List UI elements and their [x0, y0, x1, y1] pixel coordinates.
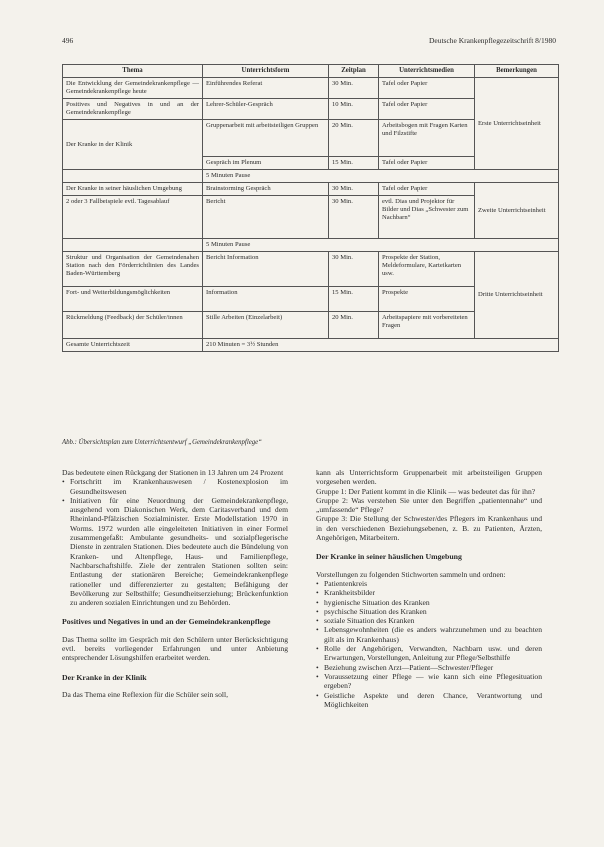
cell-remark-3: Dritte Unterrichtseinheit	[475, 252, 559, 339]
cell-form: Einführendes Referat	[203, 78, 329, 99]
list-item: • Beziehung zwischen Arzt—Patient—Schwester/Pfleger	[316, 663, 542, 672]
list-item: • hygienische Situation des Kranken	[316, 598, 542, 607]
table-row	[63, 183, 559, 196]
cell-form: Bericht Information	[203, 252, 329, 287]
cell-thema: Der Kranke in der Klinik	[63, 120, 203, 170]
paragraph: Das Thema sollte im Gespräch mit den Schülern unter Berücksichtigung evtl. bereits vorliegender Erfahrungen und unter Anbietung entsprechender Lösungshilfen erarbeitet werden.	[62, 634, 288, 663]
cell-thema: Fort- und Weiterbildungsmöglichkeiten	[63, 287, 203, 312]
pause-spacer	[63, 170, 203, 183]
cell-thema: Rückmeldung (Feedback) der Schüler/innen	[63, 312, 203, 339]
pause-spacer	[63, 239, 203, 252]
list-item: • soziale Situation des Kranken	[316, 616, 542, 625]
cell-medien: Prospekte der Station, Meldeformulare, Karteikarten usw.	[379, 252, 475, 287]
list-item: • Voraussetzung einer Pflege — wie kann sich eine Pflegesituation ergeben?	[316, 672, 542, 691]
right-column	[316, 468, 542, 709]
list-item: • Lebensgewohnheiten (die es anders wahrzunehmen und zu beachten gilt als im Krankenhaus)	[316, 625, 542, 644]
section-heading: Der Kranke in seiner häuslichen Umgebung	[316, 552, 462, 562]
group-3-text: Gruppe 3: Die Stellung der Schwester/des Pflegers im Krankenhaus und in den verschiedenen Beziehungsebenen, z. B. zu Patienten, Ärzten, Angehörigen, Mitarbeitern.	[316, 514, 542, 543]
paragraph: Da das Thema eine Reflexion für die Schüler sein soll,	[62, 689, 229, 699]
pause-label: 5 Minuten Pause	[203, 239, 559, 252]
total-label: Gesamte Unterrichtszeit	[63, 339, 203, 352]
cell-remark-2: Zweite Unterrichtseinheit	[475, 183, 559, 239]
journal-title: Deutsche Krankenpflegezeitschrift 8/1980	[428, 36, 556, 45]
header-thema: Thema	[63, 65, 203, 78]
list-item: • Patientenkreis	[316, 579, 542, 588]
cell-form: Lehrer-Schüler-Gespräch	[203, 99, 329, 120]
cell-form: Gruppenarbeit mit arbeitsteiligen Gruppen	[203, 120, 329, 157]
cell-zeit: 30 Min.	[329, 196, 379, 239]
cell-zeit: 15 Min.	[329, 157, 379, 170]
table-header-row	[63, 65, 559, 78]
cell-medien: Tafel oder Papier	[379, 183, 475, 196]
header-zeitplan: Zeitplan	[329, 65, 379, 78]
list-item: • Rolle der Angehörigen, Verwandten, Nachbarn usw. und deren Erwartungen, Vorstellungen, Anleitung zur Pflege/Selbsthilfe	[316, 644, 542, 663]
total-row	[63, 339, 559, 352]
header-unterrichtsform: Unterrichtsform	[203, 65, 329, 78]
cell-zeit: 15 Min.	[329, 287, 379, 312]
section-heading: Der Kranke in der Klinik	[62, 672, 147, 682]
cell-thema: Struktur und Organisation der Gemeindenahen Station nach den Förderrichtlinien des Landes Baden-Württemberg	[63, 252, 203, 287]
paragraph: kann als Unterrichtsform Gruppenarbeit mit arbeitsteiligen Gruppen vorgesehen werden.	[316, 468, 542, 487]
table-row	[63, 78, 559, 99]
cell-medien: evtl. Dias und Projektor für Bilder und Dias „Schwester zum Nachbarn“	[379, 196, 475, 239]
lesson-plan-table	[62, 64, 559, 352]
cell-medien: Prospekte	[379, 287, 475, 312]
list-item: • Krankheitsbilder	[316, 588, 542, 597]
list-item: • Initiativen für eine Neuordnung der Gemeindekrankenpflege, ausgehend vom Diakonischen Werk, dem Caritasverband und dem Rheinland-Pfälzischen Sozialminister. Erste Modellstation 1970 in Worms. 1972 wurden alle eingeleiteten Initiativen in einer Formel zusammengefaßt: Ambulante gesundheits- und sozialpflegerische Dienste in zentralen Stationen. Dies bedeutete auch die Bündelung von Kranken- und Altenpflege, Haus- und Familienpflege, Nachbarschaftshilfe. Ziele der zentralen Stationen sollten sein: Entlastung der stationären Bereiche; Gemeindekrankenpflege rationeller und differenzierter zu gestalten; Befähigung der Bevölkerung zur Selbsthilfe; Gesundheitserziehung; Brückenfunktion zu anderen sozialen Einrichtungen und zu Behörden.	[62, 496, 288, 608]
cell-thema: 2 oder 3 Fallbeispiele evtl. Tagesablauf	[63, 196, 203, 239]
cell-medien: Arbeitsbogen mit Fragen Karten und Filzstifte	[379, 120, 475, 157]
list-item: • psychische Situation des Kranken	[316, 607, 542, 616]
cell-form: Information	[203, 287, 329, 312]
cell-thema: Der Kranke in seiner häuslichen Umgebung	[63, 183, 203, 196]
group-1-text: Gruppe 1: Der Patient kommt in die Klinik — was bedeutet das für ihn?	[316, 486, 536, 496]
figure-caption: Abb.: Übersichtsplan zum Unterrichtsentwurf „Gemeindekrankenpflege“	[62, 439, 262, 446]
cell-form: Gespräch im Plenum	[203, 157, 329, 170]
cell-medien: Tafel oder Papier	[379, 78, 475, 99]
pause-row	[63, 170, 559, 183]
left-column	[62, 468, 288, 699]
cell-zeit: 30 Min.	[329, 78, 379, 99]
cell-zeit: 30 Min.	[329, 183, 379, 196]
paragraph: Das bedeutete einen Rückgang der Stationen in 13 Jahren um 24 Prozent	[62, 468, 284, 477]
bullet-list	[62, 477, 288, 607]
cell-medien: Tafel oder Papier	[379, 99, 475, 120]
cell-form: Stille Arbeiten (Einzelarbeit)	[203, 312, 329, 339]
cell-remark-1: Erste Unterrichtseinheit	[475, 78, 559, 170]
bullet-list	[316, 579, 542, 709]
list-item: • Fortschritt im Krankenhauswesen / Kostenexplosion im Gesundheitswesen	[62, 477, 288, 496]
cell-zeit: 20 Min.	[329, 120, 379, 157]
cell-zeit: 20 Min.	[329, 312, 379, 339]
cell-medien: Arbeitspapiere mit vorbereiteten Fragen	[379, 312, 475, 339]
pause-label: 5 Minuten Pause	[203, 170, 559, 183]
header-bemerkungen: Bemerkungen	[475, 65, 559, 78]
section-heading: Positives und Negatives in und an der Gemeindekrankenpflege	[62, 617, 271, 627]
list-item: • Geistliche Aspekte und deren Chance, Verantwortung und Möglichkeiten	[316, 691, 542, 710]
cell-medien: Tafel oder Papier	[379, 157, 475, 170]
header-unterrichtsmedien: Unterrichtsmedien	[379, 65, 475, 78]
cell-form: Bericht	[203, 196, 329, 239]
paragraph: Vorstellungen zu folgenden Stichworten sammeln und ordnen:	[316, 569, 506, 579]
cell-zeit: 30 Min.	[329, 252, 379, 287]
page-number: 496	[62, 36, 74, 45]
cell-form: Brainstorming Gespräch	[203, 183, 329, 196]
total-value: 210 Minuten = 3½ Stunden	[203, 339, 559, 352]
cell-thema: Positives und Negatives in und an der Gemeindekrankenpflege	[63, 99, 203, 120]
cell-zeit: 10 Min.	[329, 99, 379, 120]
group-2-text: Gruppe 2: Was verstehen Sie unter den Begriffen „patientennahe“ und „umfassende“ Pflege?	[316, 495, 542, 515]
cell-thema: Die Entwicklung der Gemeindekrankenpflege — Gemeindekrankenpflege heute	[63, 78, 203, 99]
pause-row	[63, 239, 559, 252]
table-row	[63, 252, 559, 287]
